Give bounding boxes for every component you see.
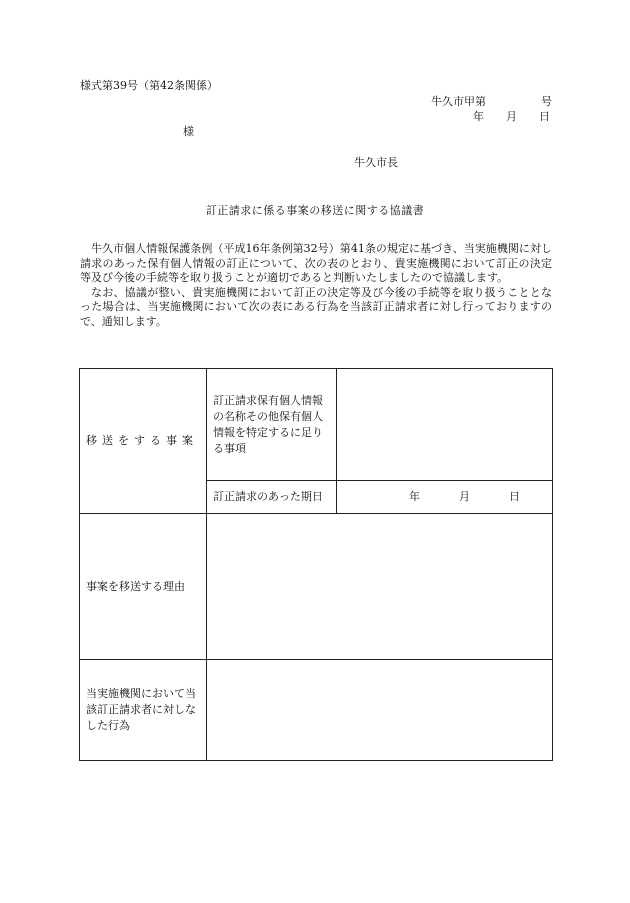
date-year-label: 年 [409,490,420,503]
form-number: 様式第39号（第42条関係） [80,79,218,92]
document-title: 訂正請求に係る事案の移送に関する協議書 [205,204,425,217]
document-number: 牛久市甲第 号 [431,95,552,108]
transfer-reason-label: 事案を移送する理由 [80,514,207,660]
actions-taken-value[interactable] [207,660,553,761]
info-identification-label: 訂正請求保有個人情報の名称その他保有個人情報を特定するに足りる事項 [207,369,337,481]
body-paragraph-1: 牛久市個人情報保護条例（平成16年条例第32号）第41条の規定に基づき、当実施機関に対し請求のあった保有個人情報の訂正について、次の表のとおり、貴実施機関において訂正の決定等及び今後の手続等を取り扱うことが適切であると判断いたしましたので協議します。 [80,242,552,285]
addressee-suffix: 様 [183,125,194,138]
body-paragraph-2: なお、協議が整い、貴実施機関において訂正の決定等及び今後の手続等を取り扱うこととなった場合は、当実施機関において次の表にある行為を当該訂正請求者に対し行っておりますので、通知します。 [80,285,552,328]
date-month-label: 月 [459,490,470,503]
transfer-reason-value[interactable] [207,514,553,660]
transfer-form-table [79,368,553,761]
sender-name: 牛久市長 [354,156,398,169]
request-date-value[interactable] [337,481,553,514]
transfer-case-label: 移送をする事案 [80,369,207,514]
document-body [80,242,552,330]
actions-taken-label: 当実施機関において当該訂正請求者に対しなした行為 [80,660,207,761]
request-date-label: 訂正請求のあった期日 [207,481,337,514]
date-day-label: 日 [509,490,520,503]
issue-date: 年 月 日 [473,110,550,123]
info-identification-value[interactable] [337,369,553,481]
